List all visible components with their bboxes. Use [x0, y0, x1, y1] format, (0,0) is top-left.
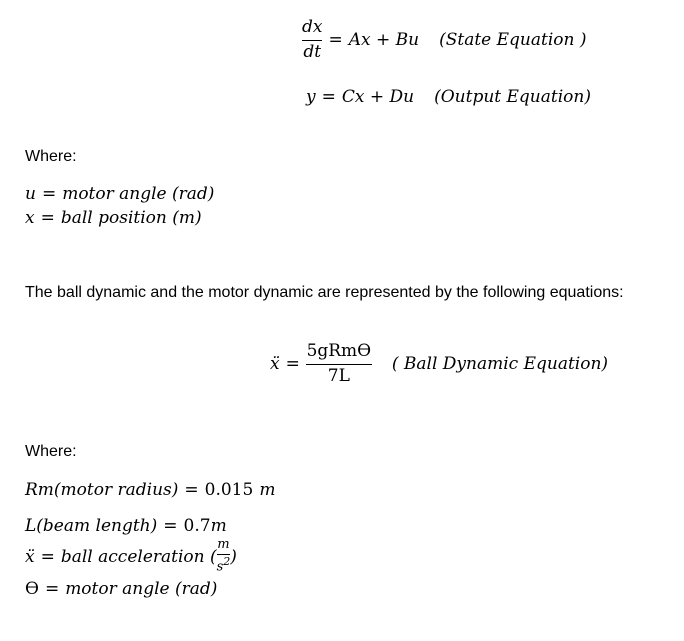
- intro-paragraph: The ball dynamic and the motor dynamic are represented by the following equations:: [25, 284, 624, 301]
- ball-eq-numerator: 5gRmϴ: [306, 341, 372, 361]
- ball-eq-label: ( Ball Dynamic Equation): [391, 354, 609, 375]
- equals-sign: =: [321, 87, 336, 107]
- derivative-numerator: dx: [302, 17, 323, 37]
- def-l-unit: m: [210, 516, 227, 536]
- output-equation-lhs: y: [306, 87, 316, 107]
- definition-acceleration: [25, 538, 237, 575]
- equals-sign: =: [184, 480, 199, 500]
- equals-sign: =: [40, 208, 55, 228]
- definition-x: [25, 208, 202, 228]
- ball-eq-fraction: [306, 342, 372, 386]
- def-l-value: 0.7: [183, 516, 211, 536]
- derivative-denominator: dt: [303, 41, 322, 62]
- def-x-rhs: ball position (m): [60, 208, 202, 228]
- output-equation-label: (Output Equation): [434, 87, 591, 107]
- acc-unit-denominator: $s^2$: [216, 554, 231, 575]
- def-acc-close: ): [230, 546, 237, 567]
- ball-eq-lhs: ẍ: [270, 354, 280, 375]
- equals-sign: =: [41, 184, 57, 204]
- acc-unit-numerator: m: [217, 537, 230, 552]
- state-equation-label: (State Equation ): [439, 30, 587, 51]
- definition-theta: [25, 579, 217, 599]
- equals-sign: =: [44, 579, 60, 599]
- def-theta-lhs: ϴ: [25, 579, 39, 599]
- definition-u: [25, 184, 214, 204]
- equals-sign: =: [40, 546, 55, 567]
- def-theta-rhs: motor angle (rad): [65, 579, 218, 599]
- def-x-lhs: x: [25, 208, 35, 228]
- definition-l: [25, 516, 227, 536]
- equals-sign: =: [285, 354, 300, 375]
- output-equation-rhs: Cx + Du: [341, 87, 415, 107]
- def-rm-value: 0.015: [204, 480, 254, 500]
- output-equation: [306, 87, 591, 107]
- state-equation: [302, 18, 587, 62]
- equals-sign: =: [163, 516, 178, 536]
- equals-sign: =: [328, 30, 343, 51]
- def-acc-rhs: ball acceleration (: [60, 546, 217, 567]
- definition-rm: [25, 480, 275, 500]
- state-equation-rhs: Ax + Bu: [348, 30, 420, 51]
- def-rm-lhs: Rm(motor radius): [25, 480, 179, 500]
- derivative-fraction: [302, 18, 322, 62]
- where-heading-2: Where:: [25, 443, 77, 460]
- ball-eq-denominator: 7L: [327, 365, 350, 386]
- ball-dynamic-equation: [270, 342, 608, 386]
- def-rm-unit: m: [259, 480, 276, 500]
- acc-unit-fraction: [217, 538, 231, 575]
- def-l-lhs: L(beam length): [25, 516, 158, 536]
- where-heading-1: Where:: [25, 148, 77, 165]
- def-u-rhs: motor angle (rad): [62, 184, 215, 204]
- def-acc-lhs: ẍ: [25, 546, 35, 567]
- def-u-lhs: u: [25, 184, 36, 204]
